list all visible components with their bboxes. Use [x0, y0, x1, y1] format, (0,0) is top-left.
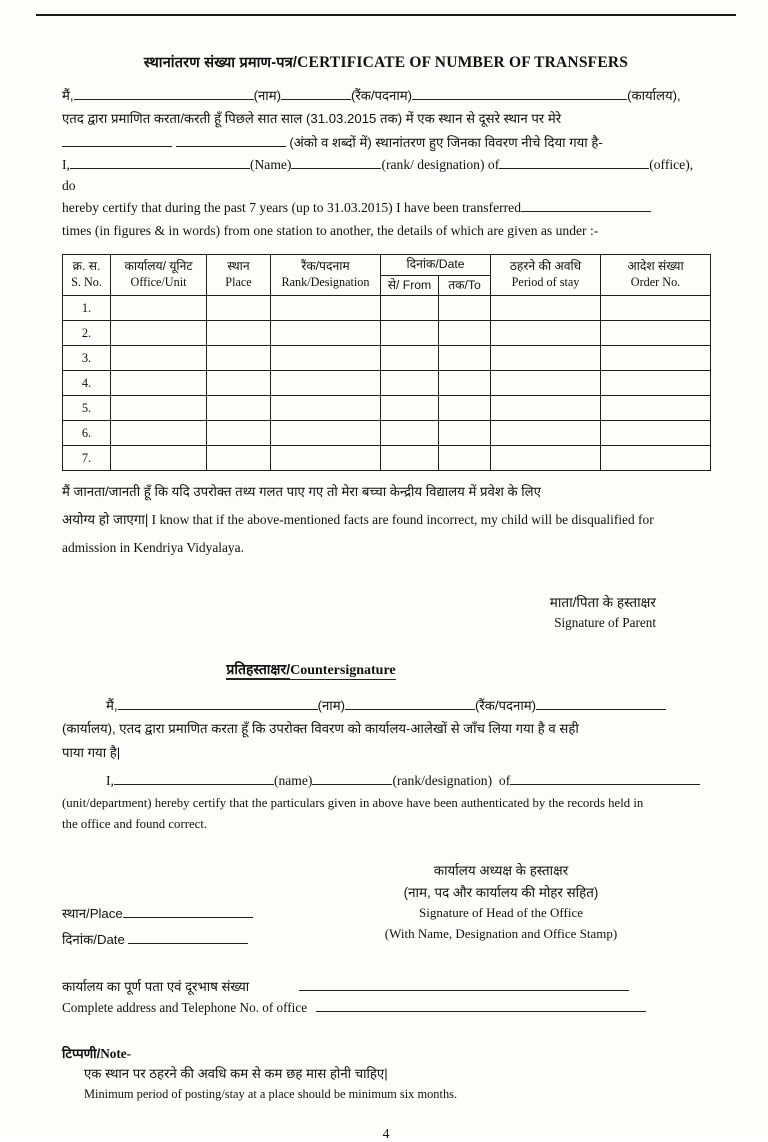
address-hindi-row — [62, 976, 710, 997]
cell-period[interactable] — [491, 346, 601, 371]
table-row[interactable] — [63, 421, 711, 446]
decl-hi-1a: मैं, — [62, 88, 74, 103]
th-date-to — [439, 275, 491, 296]
date-label: दिनांक/Date — [62, 932, 125, 948]
cell-place[interactable] — [207, 371, 271, 396]
cell-rank[interactable] — [271, 396, 381, 421]
cell-office-unit[interactable] — [111, 396, 207, 421]
decl-hi-1d: (कार्यालय), — [627, 88, 681, 103]
th-rank-en: Rank/Designation — [281, 275, 370, 290]
cell-office-unit[interactable] — [111, 321, 207, 346]
page-number: 4 — [382, 1126, 390, 1142]
note-title-hindi: टिप्पणी/ — [62, 1045, 101, 1061]
th-period-hi: ठहरने की अवधि — [509, 259, 582, 274]
row-serial: 2. — [63, 321, 111, 346]
declaration-hindi-line-2: एतद द्वारा प्रमाणित करता/करती हूँ पिछले सात साल (31.03.2015 तक) में एक स्थान से दूसरे स्थान पर मेरे — [62, 111, 562, 127]
th-place — [207, 254, 271, 296]
th-office-unit — [111, 254, 207, 296]
head-signature-hindi-2: (नाम, पद और कार्यालय की मोहर सहित) — [403, 884, 599, 900]
th-period-en: Period of stay — [511, 275, 580, 290]
date-blank[interactable] — [128, 943, 248, 944]
cell-office-unit[interactable] — [111, 296, 207, 321]
head-signature-english-2: (With Name, Designation and Office Stamp) — [384, 926, 618, 942]
cs-hi-blank-office[interactable] — [536, 709, 666, 710]
cs-en-1d: of — [498, 772, 511, 788]
note-body — [62, 1064, 710, 1104]
table-row[interactable] — [63, 321, 711, 346]
page-title — [62, 52, 710, 72]
cell-period[interactable] — [491, 371, 601, 396]
document-content — [62, 52, 710, 1142]
row-serial: 6. — [63, 421, 111, 446]
declaration-hindi-line-1 — [62, 85, 710, 106]
undertaking-english-line-1: I know that if the above-mentioned facts are found incorrect, my child will be disqualified for — [151, 511, 654, 527]
cell-rank[interactable] — [271, 371, 381, 396]
cell-rank[interactable] — [271, 296, 381, 321]
th-date-label: दिनांक/Date — [406, 256, 465, 271]
undertaking-hindi-line-2: अयोग्य हो जाएगा| — [62, 511, 149, 527]
cell-period[interactable] — [491, 421, 601, 446]
table-row[interactable] — [63, 371, 711, 396]
parent-signature-english: Signature of Parent — [554, 615, 656, 631]
cell-place[interactable] — [207, 321, 271, 346]
cell-date-to[interactable] — [439, 296, 491, 321]
page-title-hindi: स्थानांतरण संख्या प्रमाण-पत्र/ — [143, 55, 298, 71]
cell-date-to[interactable] — [439, 421, 491, 446]
cell-office-unit[interactable] — [111, 421, 207, 446]
decl-hi-blank-words[interactable] — [176, 146, 286, 147]
cell-order-no[interactable] — [601, 421, 711, 446]
note-block — [62, 1044, 710, 1104]
cell-period[interactable] — [491, 321, 601, 346]
table-row[interactable] — [63, 446, 711, 471]
undertaking-hindi-line-1: मैं जानता/जानती हूँ कि यदि उपरोक्त तथ्य गलत पाए गए तो मेरा बच्चा केन्द्रीय विद्यालय में प्रवेश के लिए — [62, 484, 541, 500]
th-order-no — [601, 254, 711, 296]
decl-hi-blank-figures[interactable] — [62, 146, 172, 147]
decl-hi-3a: (अंको व शब्दों में) स्थानांतरण हुए जिनका विवरण नीचे दिया गया है- — [289, 134, 603, 150]
table-row[interactable] — [63, 396, 711, 421]
decl-en-1b: (Name) — [249, 157, 292, 173]
countersignature-heading-hindi: प्रतिहस्ताक्षर/ — [226, 660, 291, 677]
address-blank-2[interactable] — [316, 1011, 646, 1012]
cell-place[interactable] — [207, 296, 271, 321]
table-header-row-1 — [63, 254, 711, 275]
row-serial: 5. — [63, 396, 111, 421]
th-date-to-label: तक/To — [448, 277, 481, 292]
table-row[interactable] — [63, 296, 711, 321]
countersignature-heading — [62, 660, 710, 679]
cell-period[interactable] — [491, 446, 601, 471]
cell-rank[interactable] — [271, 346, 381, 371]
cell-order-no[interactable] — [601, 321, 711, 346]
countersign-english-line-2: (unit/department) hereby certify that the particulars given in above have been authenticated by the records held in — [62, 795, 644, 810]
decl-en-1c: (rank/ designation) of — [381, 157, 500, 173]
th-serial-hi: क्र. स. — [72, 259, 101, 274]
parent-signature-hindi: माता/पिता के हस्ताक्षर — [549, 595, 656, 611]
cs-en-blank-unit[interactable] — [510, 784, 700, 785]
cell-period[interactable] — [491, 296, 601, 321]
th-rank-designation — [271, 254, 381, 296]
declaration-hindi-line-3 — [62, 132, 710, 153]
cs-hi-1b: (नाम) — [317, 697, 345, 713]
decl-en-blank-rank[interactable] — [291, 168, 381, 169]
decl-hi-blank-name[interactable] — [74, 99, 254, 100]
address-label-english: Complete address and Telephone No. of office — [62, 999, 308, 1015]
cell-date-to[interactable] — [439, 346, 491, 371]
cell-date-from[interactable] — [381, 421, 439, 446]
cell-order-no[interactable] — [601, 346, 711, 371]
cell-date-from[interactable] — [381, 321, 439, 346]
cell-date-to[interactable] — [439, 446, 491, 471]
cs-en-1b: (name) — [273, 772, 313, 788]
address-label-hindi: कार्यालय का पूर्ण पता एवं दूरभाष संख्या — [62, 978, 250, 994]
countersign-hindi-line-1 — [62, 695, 710, 716]
cell-rank[interactable] — [271, 446, 381, 471]
cs-hi-blank-name[interactable] — [118, 709, 318, 710]
undertaking-mixed-line — [62, 509, 710, 531]
note-hindi: एक स्थान पर ठहरने की अवधि कम से कम छह मास होनी चाहिए| — [84, 1066, 388, 1082]
cell-place[interactable] — [207, 396, 271, 421]
row-serial: 4. — [63, 371, 111, 396]
th-period-of-stay — [491, 254, 601, 296]
cs-en-blank-rank[interactable] — [312, 784, 392, 785]
cell-date-from[interactable] — [381, 346, 439, 371]
note-english: Minimum period of posting/stay at a place should be minimum six months. — [84, 1086, 458, 1101]
cs-hi-1c: (रैंक/पदनाम) — [474, 697, 537, 713]
cell-rank[interactable] — [271, 421, 381, 446]
declaration-english-line-2 — [62, 198, 710, 219]
cell-place[interactable] — [207, 446, 271, 471]
countersignature-heading-english: Countersignature — [290, 662, 396, 678]
place-label: स्थान/Place — [62, 905, 123, 921]
decl-en-1a: I, — [62, 157, 70, 173]
cell-order-no[interactable] — [601, 446, 711, 471]
cell-date-from[interactable] — [381, 446, 439, 471]
address-block — [62, 976, 710, 1018]
decl-hi-1b: (नाम) — [253, 88, 281, 103]
cell-date-from[interactable] — [381, 396, 439, 421]
cell-order-no[interactable] — [601, 396, 711, 421]
table-row[interactable] — [63, 346, 711, 371]
decl-hi-blank-rank[interactable] — [281, 99, 351, 100]
cell-place[interactable] — [207, 421, 271, 446]
cs-en-blank-name[interactable] — [114, 784, 274, 785]
cell-office-unit[interactable] — [111, 446, 207, 471]
cs-hi-1a: मैं, — [106, 697, 118, 713]
decl-en-blank-office[interactable] — [499, 168, 649, 169]
declaration-english-line-3: times (in figures & in words) from one station to another, the details of which are given as under :- — [62, 223, 599, 239]
cell-place[interactable] — [207, 346, 271, 371]
undertaking-english-line-2: admission in Kendriya Vidyalaya. — [62, 539, 244, 555]
decl-en-blank-times[interactable] — [521, 211, 651, 212]
th-order-hi: आदेश संख्या — [627, 259, 684, 274]
cell-date-to[interactable] — [439, 321, 491, 346]
table-body — [63, 296, 711, 471]
parent-signature-block — [62, 592, 710, 634]
decl-hi-blank-office[interactable] — [412, 99, 627, 100]
cell-date-from[interactable] — [381, 296, 439, 321]
th-serial-en: S. No. — [71, 275, 102, 290]
cell-rank[interactable] — [271, 321, 381, 346]
cell-office-unit[interactable] — [111, 371, 207, 396]
countersign-hindi-line-2: (कार्यालय), एतद द्वारा प्रमाणित करता हूँ कि उपरोक्त विवरण को कार्यालय-आलेखों से जाँच लिया गया है व सही — [62, 721, 579, 737]
top-rule — [36, 14, 736, 16]
cell-date-to[interactable] — [439, 371, 491, 396]
th-place-hi: स्थान — [227, 259, 250, 274]
th-office-en: Office/Unit — [130, 275, 187, 290]
cell-order-no[interactable] — [601, 371, 711, 396]
th-order-en: Order No. — [630, 275, 681, 290]
row-serial: 7. — [63, 446, 111, 471]
countersign-hindi-line-3: पाया गया है| — [62, 744, 121, 760]
cell-order-no[interactable] — [601, 296, 711, 321]
th-office-hi: कार्यालय/ यूनिट — [124, 259, 193, 274]
cs-en-1c: (rank/designation) — [392, 772, 493, 788]
note-title-english: Note- — [100, 1045, 131, 1061]
place-blank[interactable] — [123, 917, 253, 918]
countersign-english-line-1 — [62, 771, 710, 792]
row-serial: 3. — [63, 346, 111, 371]
page-title-english: CERTIFICATE OF NUMBER OF TRANSFERS — [297, 54, 629, 71]
countersign-english-line-3: the office and found correct. — [62, 816, 208, 831]
address-english-row — [62, 997, 710, 1018]
cs-hi-blank-rank[interactable] — [345, 709, 475, 710]
cell-date-from[interactable] — [381, 371, 439, 396]
th-date — [381, 254, 491, 275]
address-blank-1[interactable] — [299, 990, 629, 991]
decl-en-2a: hereby certify that during the past 7 years (up to 31.03.2015) I have been transferred — [62, 200, 522, 216]
cs-en-1a: I, — [106, 772, 114, 788]
th-rank-hi: रैंक/पदनाम — [301, 259, 350, 274]
head-signature-english-1: Signature of Head of the Office — [418, 905, 583, 921]
cell-date-to[interactable] — [439, 396, 491, 421]
th-serial — [63, 254, 111, 296]
head-signature-hindi-1: कार्यालय अध्यक्ष के हस्ताक्षर — [433, 863, 569, 879]
decl-en-blank-name[interactable] — [70, 168, 250, 169]
row-serial: 1. — [63, 296, 111, 321]
cell-period[interactable] — [491, 396, 601, 421]
decl-hi-1c: (रैंक/पदनाम) — [350, 88, 413, 103]
decl-en-1d: (office), do — [62, 157, 694, 193]
note-title — [62, 1044, 710, 1064]
declaration-english-line-1 — [62, 155, 710, 196]
th-date-from-label: से/ From — [387, 277, 432, 292]
th-date-from — [381, 275, 439, 296]
cell-office-unit[interactable] — [111, 346, 207, 371]
th-place-en: Place — [225, 275, 252, 290]
transfers-table — [62, 254, 711, 472]
